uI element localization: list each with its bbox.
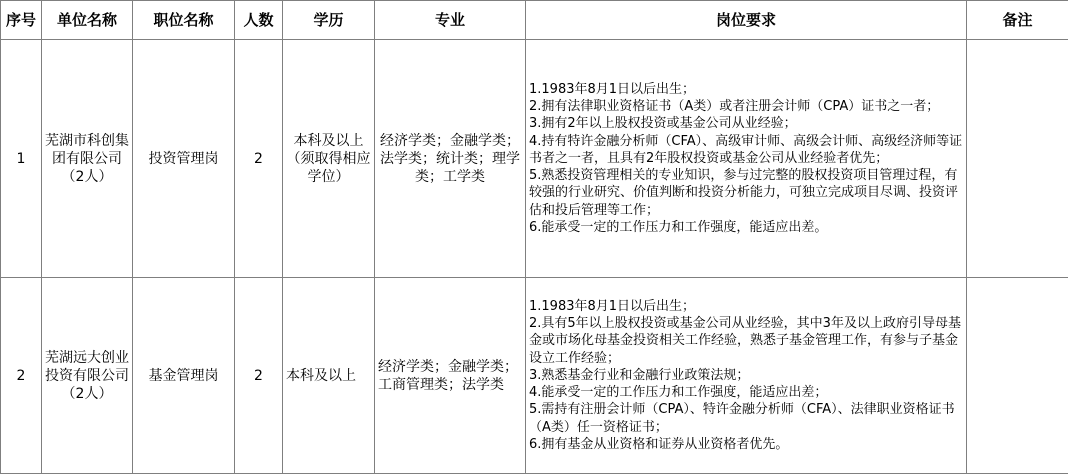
header-row — [1, 1, 1068, 40]
cell-seq: 2 — [1, 278, 42, 474]
requirement-item: 3.熟悉基金行业和金融行业政策法规； — [529, 367, 750, 383]
cell-remarks — [967, 40, 1068, 278]
requirement-item: 4.持有特许金融分析师（CFA）、高级审计师、高级会计师、高级经济师等证书者之一者，且具有2年股权投资或基金公司从业经验者优先； — [529, 133, 963, 166]
cell-requirements — [526, 278, 967, 474]
header-unit: 单位名称 — [42, 1, 133, 40]
header-major: 专业 — [375, 1, 526, 40]
header-requirements: 岗位要求 — [526, 1, 967, 40]
requirement-item: 5.熟悉投资管理相关的专业知识，参与过完整的股权投资项目管理过程，有较强的行业研究、价值判断和投资分析能力，可独立完成项目尽调、投资评估和投后管理等工作； — [529, 168, 959, 218]
table-row — [1, 278, 1068, 474]
cell-remarks — [967, 278, 1068, 474]
requirement-item: 4.能承受一定的工作压力和工作强度，能适应出差； — [529, 385, 828, 401]
cell-unit — [42, 40, 133, 278]
requirement-item: 6.能承受一定的工作压力和工作强度，能适应出差。 — [529, 220, 828, 236]
unit-name: 芜湖远大创业投资有限公司 — [45, 349, 129, 384]
unit-name: 芜湖市科创集团有限公司 — [45, 132, 129, 167]
header-seq: 序号 — [1, 1, 42, 40]
cell-major: 经济学类；金融学类；法学类；统计类；理学类；工学类 — [375, 40, 526, 278]
requirement-item: 6.拥有基金从业资格和证券从业资格者优先。 — [529, 437, 789, 453]
requirement-item: 3.拥有2年以上股权投资或基金公司从业经验； — [529, 116, 797, 132]
cell-major: 经济学类；金融学类；工商管理类；法学类 — [375, 278, 526, 474]
header-remarks: 备注 — [967, 1, 1068, 40]
requirement-item: 2.拥有法律职业资格证书（A类）或者注册会计师（CPA）证书之一者； — [529, 98, 940, 114]
requirement-item: 1.1983年8月1日以后出生； — [529, 298, 696, 314]
header-education: 学历 — [283, 1, 375, 40]
table-row — [1, 40, 1068, 278]
header-position: 职位名称 — [133, 1, 235, 40]
cell-education: 本科及以上（须取得相应学位） — [283, 40, 375, 278]
cell-count: 2 — [235, 40, 283, 278]
cell-unit — [42, 278, 133, 474]
header-count: 人数 — [235, 1, 283, 40]
cell-position: 投资管理岗 — [133, 40, 235, 278]
cell-count: 2 — [235, 278, 283, 474]
unit-count: （2人） — [61, 168, 113, 185]
cell-position: 基金管理岗 — [133, 278, 235, 474]
unit-count: （2人） — [61, 385, 113, 402]
requirement-item: 1.1983年8月1日以后出生； — [529, 81, 696, 97]
cell-seq: 1 — [1, 40, 42, 278]
requirement-item: 5.需持有注册会计师（CPA）、特许金融分析师（CFA）、法律职业资格证书（A类）任一资格证书； — [529, 402, 955, 435]
cell-requirements — [526, 40, 967, 278]
requirement-item: 2.具有5年以上股权投资或基金公司从业经验，其中3年及以上政府引导母基金或市场化母基金投资相关工作经验，熟悉子基金管理工作，有参与子基金设立工作经验； — [529, 315, 961, 366]
cell-education: 本科及以上 — [283, 278, 375, 474]
